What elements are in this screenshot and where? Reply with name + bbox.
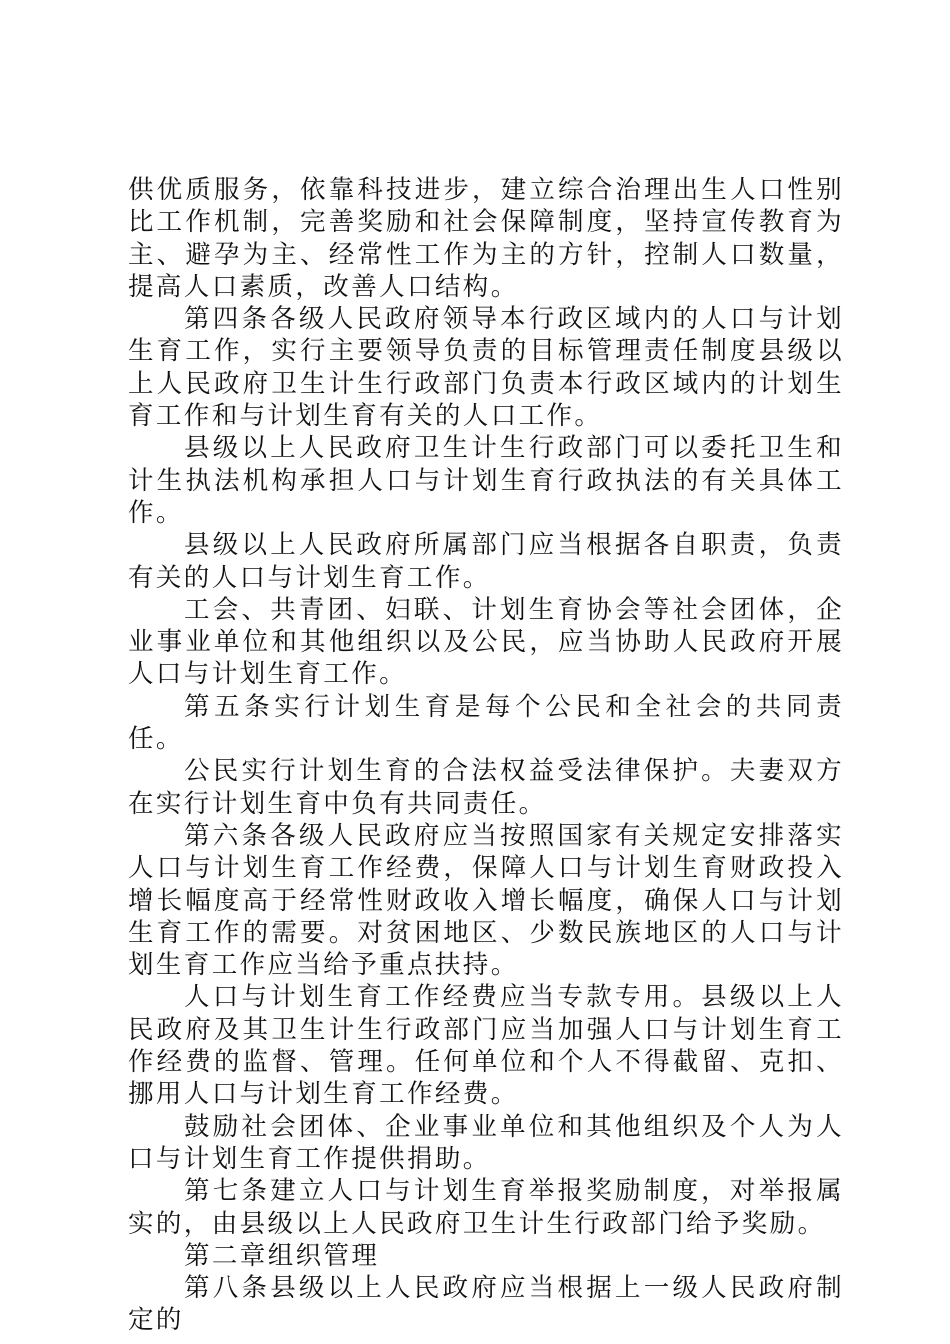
paragraph-article-4: 第四条各级人民政府领导本行政区域内的人口与计划生育工作，实行主要领导负责的目标管理责任制度县级以上人民政府卫生计生行政部门负责本行政区域内的计划生育工作和与计划生育有关的人口工作。	[128, 304, 844, 432]
paragraph-1: 供优质服务，依靠科技进步，建立综合治理出生人口性别比工作机制，完善奖励和社会保障制度，坚持宣传教育为主、避孕为主、经常性工作为主的方针，控制人口数量，提高人口素质，改善人口结构。	[128, 175, 844, 302]
paragraph-article-8: 第八条县级以上人民政府应当根据上一级人民政府制定的	[128, 1273, 844, 1336]
paragraph-7: 公民实行计划生育的合法权益受法律保护。夫妻双方在实行计划生育中负有共同责任。	[128, 756, 844, 819]
chapter-heading: 第二章组织管理	[184, 1240, 380, 1271]
document-body	[128, 174, 844, 1337]
paragraph-4: 县级以上人民政府所属部门应当根据各自职责，负责有关的人口与计划生育工作。	[128, 530, 844, 593]
paragraph-article-6: 第六条各级人民政府应当按照国家有关规定安排落实人口与计划生育工作经费，保障人口与计划生育财政投入增长幅度高于经常性财政收入增长幅度，确保人口与计划生育工作的需要。对贫困地区、少数民族地区的人口与计划生育工作应当给予重点扶持。	[128, 820, 844, 981]
paragraph-article-7: 第七条建立人口与计划生育举报奖励制度，对举报属实的，由县级以上人民政府卫生计生行政部门给予奖励。	[128, 1176, 844, 1239]
paragraph-article-5: 第五条实行计划生育是每个公民和全社会的共同责任。	[128, 691, 844, 755]
paragraph-3: 县级以上人民政府卫生计生行政部门可以委托卫生和计生执法机构承担人口与计划生育行政执法的有关具体工作。	[128, 433, 844, 528]
paragraph-10: 鼓励社会团体、企业事业单位和其他组织及个人为人口与计划生育工作提供捐助。	[128, 1111, 844, 1174]
paragraph-5: 工会、共青团、妇联、计划生育协会等社会团体，企业事业单位和其他组织以及公民，应当协助人民政府开展人口与计划生育工作。	[128, 594, 844, 690]
paragraph-9: 人口与计划生育工作经费应当专款专用。县级以上人民政府及其卫生计生行政部门应当加强人口与计划生育工作经费的监督、管理。任何单位和个人不得截留、克扣、挪用人口与计划生育工作经费。	[128, 982, 844, 1110]
